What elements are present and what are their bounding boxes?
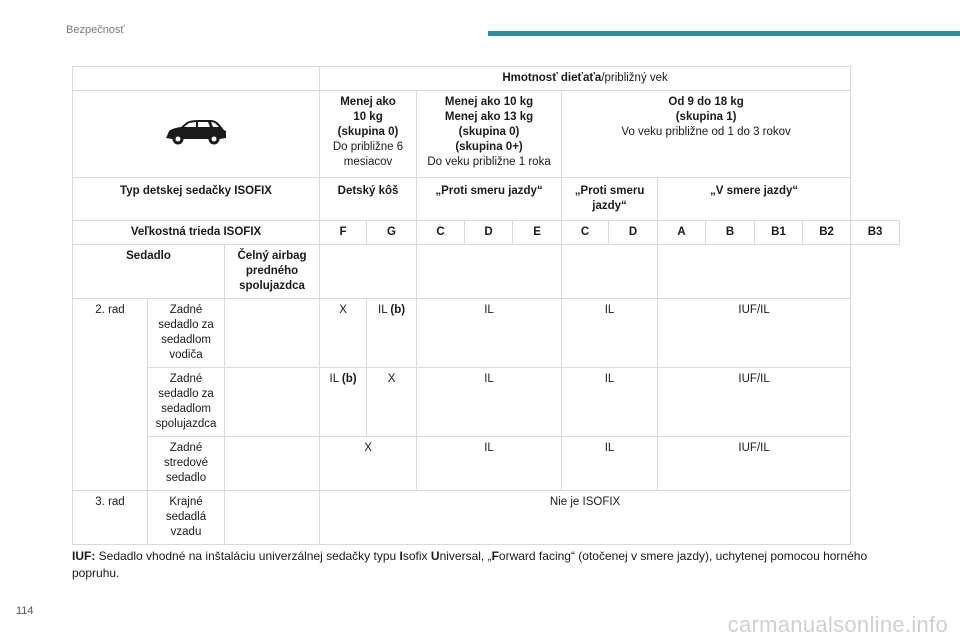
seat-header-row: Sedadlo Čelný airbag predného spolujazdca (73, 245, 900, 299)
page-number: 114 (16, 605, 34, 617)
seat-name: Zadné stredové sedadlo (148, 437, 225, 491)
seat-name: Krajné sedadlá vzadu (148, 491, 225, 545)
header-accent-bar (488, 31, 960, 36)
car-side-icon (163, 118, 229, 146)
group-0-plus: Menej ako 10 kg Menej ako 13 kg (skupina 0) (skupina 0+) Do veku približne 1 roka (417, 91, 562, 178)
size-class: C (562, 221, 609, 245)
section-title: Bezpečnosť (66, 24, 125, 36)
group-1: Od 9 do 18 kg (skupina 1) Vo veku približne od 1 do 3 rokov (562, 91, 851, 178)
size-class: C (417, 221, 465, 245)
size-class: B1 (755, 221, 803, 245)
row-label: 3. rad (73, 491, 148, 545)
size-class: D (465, 221, 513, 245)
footnote: IUF: Sedadlo vhodné na inštaláciu univerzálnej sedačky typu Isofix Universal, „Forward facing“ (otočenej v smere jazdy), uchytenej pomocou horného popruhu. (72, 549, 868, 580)
size-class: G (367, 221, 417, 245)
table-row: 2. rad Zadné sedadlo za sedadlom vodiča X IL (b) IL IL IUF/IL (73, 299, 900, 368)
table-row: 3. rad Krajné sedadlá vzadu Nie je ISOFIX (73, 491, 900, 545)
size-row: Veľkostná trieda ISOFIX F G C D E C D A B B1 B2 B3 (73, 221, 900, 245)
group-row (73, 91, 900, 178)
size-class: B2 (803, 221, 851, 245)
table-row: Zadné sedadlo za sedadlom spolujazdca IL (b) X IL IL IUF/IL (73, 368, 900, 437)
seat-name: Zadné sedadlo za sedadlom vodiča (148, 299, 225, 368)
weight-header: Hmotnosť dieťaťa/približný vek (320, 67, 851, 91)
size-class: E (513, 221, 562, 245)
table-row: Zadné stredové sedadlo X IL IL IUF/IL (73, 437, 900, 491)
size-class: B3 (851, 221, 900, 245)
watermark: carmanualsonline.info (727, 612, 948, 637)
row-label: 2. rad (73, 299, 148, 491)
size-class: A (658, 221, 706, 245)
isofix-table (72, 66, 900, 545)
size-class: F (320, 221, 367, 245)
group-0: Menej ako 10 kg (skupina 0) Do približne 6 mesiacov (320, 91, 417, 178)
weight-header-row (73, 67, 900, 91)
type-row: Typ detskej sedačky ISOFIX Detský kôš „Proti smeru jazdy“ „Proti smeru jazdy“ „V smere jazdy“ (73, 178, 900, 221)
seat-name: Zadné sedadlo za sedadlom spolujazdca (148, 368, 225, 437)
size-class: D (609, 221, 658, 245)
size-class: B (706, 221, 755, 245)
